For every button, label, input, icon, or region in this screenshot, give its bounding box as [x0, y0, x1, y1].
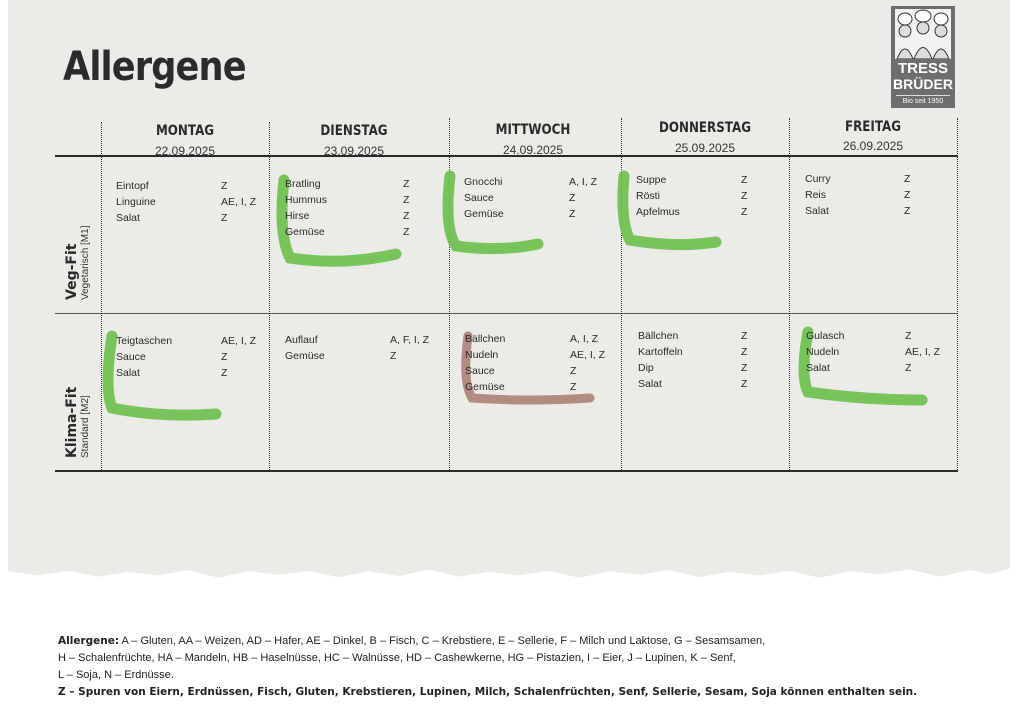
dish-allergens: Z — [569, 192, 576, 204]
dish-name: Nudeln — [465, 349, 499, 361]
day-date-thursday: 25.09.2025 — [674, 141, 736, 155]
day-header-friday: FREITAG — [844, 119, 902, 135]
menu-item — [285, 332, 435, 348]
dish-allergens: Z — [741, 174, 748, 186]
row-label-main: Klima-Fit — [64, 386, 80, 458]
dish-allergens: AE, I, Z — [221, 335, 257, 347]
day-header-monday: MONTAG — [155, 123, 215, 139]
row-label-main: Veg-Fit — [64, 243, 80, 300]
dish-allergens: Z — [741, 190, 748, 202]
column-divider — [269, 122, 270, 470]
menu-item — [116, 349, 266, 365]
dish-allergens: Z — [221, 180, 228, 192]
dish-name: Bällchen — [638, 330, 679, 342]
legend-text: A – Gluten, AA – Weizen, AD – Hafer, AE – Dinkel, B – Fisch, C – Krebstiere, E – Sellerie, F – Milch und Laktose, G – Sesamsamen, — [119, 635, 766, 647]
dish-name: Gemüse — [464, 208, 504, 220]
dish-name: Salat — [116, 212, 140, 224]
day-date-tuesday: 23.09.2025 — [323, 144, 385, 158]
menu-item — [116, 333, 266, 349]
dish-allergens: Z — [741, 378, 748, 390]
dish-name: Rösti — [636, 190, 660, 202]
dish-name: Gnocchi — [464, 176, 503, 188]
row-label-klima-fit — [64, 387, 91, 458]
dish-name: Sauce — [116, 351, 146, 363]
dish-allergens: Z — [403, 210, 410, 222]
dish-allergens: Z — [904, 189, 911, 201]
menu-item — [805, 203, 955, 219]
dish-name: Reis — [805, 189, 827, 201]
dish-name: Gulasch — [806, 330, 845, 342]
menu-item — [285, 224, 435, 240]
menu-cell-klima-monday — [116, 333, 266, 381]
row-label-sub: Vegetarisch [M1] — [80, 225, 91, 300]
dish-name: Eintopf — [116, 180, 149, 192]
dish-name: Teigtaschen — [116, 335, 173, 347]
column-divider — [789, 118, 790, 470]
dish-name: Suppe — [636, 174, 667, 186]
legend-heading: Allergene: — [58, 635, 120, 647]
menu-item — [285, 192, 435, 208]
menu-item — [636, 188, 786, 204]
menu-cell-klima-friday — [806, 328, 956, 376]
dish-allergens: Z — [570, 381, 577, 393]
dish-allergens: AE, I, Z — [570, 349, 606, 361]
day-date-monday: 22.09.2025 — [154, 144, 216, 158]
logo-text-tress: TRESS — [897, 60, 948, 77]
dish-allergens: A, I, Z — [569, 176, 598, 188]
menu-cell-veg-thursday — [636, 172, 786, 220]
dish-name: Linguine — [116, 196, 156, 208]
dish-allergens: Z — [403, 178, 410, 190]
menu-item — [116, 365, 266, 381]
dish-allergens: Z — [905, 330, 912, 342]
dish-allergens: Z — [904, 173, 911, 185]
day-header-tuesday: DIENSTAG — [320, 123, 388, 139]
menu-item — [465, 331, 615, 347]
menu-item — [116, 178, 266, 194]
allergen-legend — [58, 633, 818, 684]
dish-name: Salat — [806, 362, 830, 374]
row-label-sub: Standard [M2] — [80, 395, 91, 458]
dish-name: Salat — [116, 367, 140, 379]
dish-allergens: Z — [569, 208, 576, 220]
menu-item — [806, 344, 956, 360]
dish-allergens: A, I, Z — [570, 333, 599, 345]
dish-allergens: Z — [403, 194, 410, 206]
menu-item — [464, 206, 614, 222]
menu-item — [638, 328, 788, 344]
page-title: Allergene — [63, 44, 246, 90]
dish-name: Kartoffeln — [638, 346, 683, 358]
dish-allergens: Z — [741, 362, 748, 374]
dish-allergens: Z — [570, 365, 577, 377]
menu-item — [636, 204, 786, 220]
dish-allergens: Z — [221, 212, 228, 224]
menu-item — [465, 347, 615, 363]
dish-name: Dip — [638, 362, 654, 374]
menu-item — [806, 328, 956, 344]
menu-item — [638, 344, 788, 360]
dish-name: Gemüse — [285, 350, 325, 362]
trace-allergen-note: Z – Spuren von Eiern, Erdnüssen, Fisch, Gluten, Krebstieren, Lupinen, Milch, Schalenfrüchten, Senf, Sellerie, Sesam, Soja können enthalten sein. — [58, 686, 918, 698]
dish-allergens: Z — [741, 206, 748, 218]
menu-item — [805, 171, 955, 187]
dish-allergens: Z — [403, 226, 410, 238]
menu-item — [805, 187, 955, 203]
menu-cell-veg-tuesday — [285, 176, 435, 240]
dish-allergens: Z — [221, 351, 228, 363]
dish-allergens: Z — [390, 350, 397, 362]
dish-name: Hirse — [285, 210, 310, 222]
menu-item — [638, 376, 788, 392]
menu-cell-klima-tuesday — [285, 332, 435, 364]
dish-name: Curry — [805, 173, 831, 185]
chefs-illustration-icon — [895, 9, 951, 59]
table-row-rule — [55, 313, 958, 314]
menu-item — [636, 172, 786, 188]
brand-logo — [891, 6, 955, 108]
dish-name: Hummus — [285, 194, 328, 206]
menu-item — [285, 348, 435, 364]
menu-item — [638, 360, 788, 376]
dish-name: Sauce — [464, 192, 494, 204]
menu-item — [285, 176, 435, 192]
day-header-thursday: DONNERSTAG — [659, 120, 751, 136]
menu-item — [465, 379, 615, 395]
menu-item — [464, 190, 614, 206]
menu-item — [464, 174, 614, 190]
row-label-veg-fit — [64, 226, 91, 300]
dish-name: Salat — [805, 205, 829, 217]
legend-line: H – Schalenfrüchte, HA – Mandeln, HB – Haselnüsse, HC – Walnüsse, HD – Cashewkerne, HG – Pistazien, I – Eier, J – Lupinen, K – Senf, — [58, 652, 736, 664]
menu-cell-veg-wednesday — [464, 174, 614, 222]
dish-name: Auflauf — [285, 334, 318, 346]
legend-line — [58, 633, 818, 650]
menu-item — [116, 210, 266, 226]
table-bottom-rule — [55, 470, 958, 472]
dish-name: Gemüse — [285, 226, 325, 238]
logo-text-brueder: BRÜDER — [893, 76, 953, 92]
legend-line: L – Soja, N – Erdnüsse. — [58, 669, 174, 681]
day-date-friday: 26.09.2025 — [842, 139, 904, 153]
logo-text-since: Bio seit 1950 — [896, 95, 950, 106]
menu-item — [116, 194, 266, 210]
menu-cell-klima-thursday — [638, 328, 788, 392]
day-date-wednesday: 24.09.2025 — [502, 143, 564, 157]
dish-name: Salat — [638, 378, 662, 390]
menu-item — [465, 363, 615, 379]
dish-allergens: AE, I, Z — [905, 346, 941, 358]
dish-allergens: A, F, I, Z — [390, 334, 430, 346]
menu-cell-veg-monday — [116, 178, 266, 226]
dish-allergens: Z — [904, 205, 911, 217]
dish-name: Bällchen — [465, 333, 506, 345]
dish-name: Sauce — [465, 365, 495, 377]
column-divider — [957, 118, 958, 470]
dish-name: Gemüse — [465, 381, 505, 393]
menu-item — [285, 208, 435, 224]
dish-name: Bratling — [285, 178, 321, 190]
dish-allergens: Z — [741, 330, 748, 342]
dish-allergens: AE, I, Z — [221, 196, 257, 208]
dish-name: Nudeln — [806, 346, 840, 358]
menu-item — [806, 360, 956, 376]
menu-cell-veg-friday — [805, 171, 955, 219]
dish-allergens: Z — [905, 362, 912, 374]
menu-cell-klima-wednesday — [465, 331, 615, 395]
day-header-wednesday: MITTWOCH — [495, 122, 571, 138]
dish-name: Apfelmus — [636, 206, 680, 218]
dish-allergens: Z — [221, 367, 228, 379]
dish-allergens: Z — [741, 346, 748, 358]
